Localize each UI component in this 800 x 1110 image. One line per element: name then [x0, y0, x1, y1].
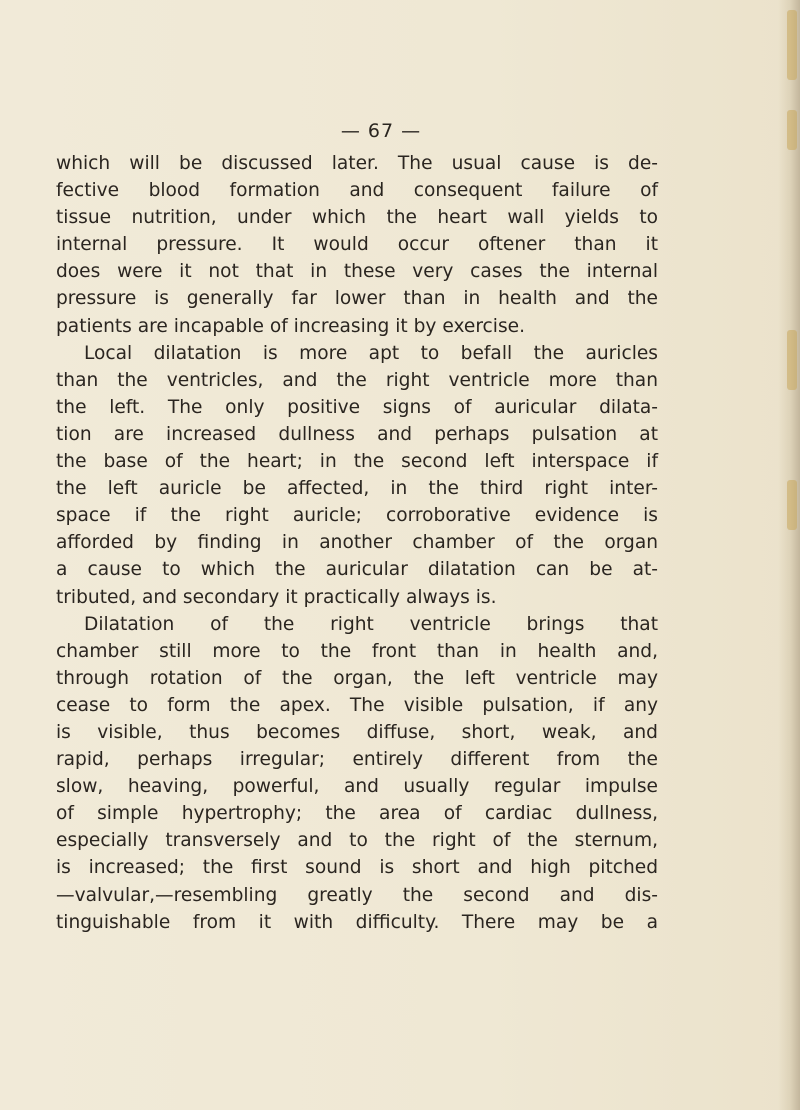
text-line: the base of the heart; in the second left interspace if: [56, 451, 658, 473]
text-line: patients are incapable of increasing it by exercise.: [56, 315, 525, 337]
text-line: than the ventricles, and the right ventricle more than: [56, 369, 658, 391]
edge-stain: [787, 330, 797, 390]
body-text: [56, 150, 658, 936]
text-line: tissue nutrition, under which the heart wall yields to: [56, 207, 658, 229]
text-line: space if the right auricle; corroborative evidence is: [56, 505, 658, 527]
text-line: is increased; the first sound is short and high pitched: [56, 857, 658, 879]
text-line: tributed, and secondary it practically always is.: [56, 586, 497, 608]
text-line: —valvular,—resembling greatly the second and dis-: [56, 884, 658, 906]
text-line: through rotation of the organ, the left ventricle may: [56, 667, 658, 689]
text-line: chamber still more to the front than in health and,: [56, 640, 658, 662]
text-line: does were it not that in these very cases the internal: [56, 261, 658, 283]
text-line: of simple hypertrophy; the area of cardiac dullness,: [56, 803, 658, 825]
text-line: Local dilatation is more apt to befall the auricles: [84, 342, 658, 364]
text-line: tion are increased dullness and perhaps pulsation at: [56, 423, 658, 445]
text-line: slow, heaving, powerful, and usually regular impulse: [56, 776, 658, 798]
text-line: tinguishable from it with difficulty. There may be a: [56, 911, 658, 933]
text-line: Dilatation of the right ventricle brings that: [84, 613, 658, 635]
edge-stain: [787, 110, 797, 150]
edge-stain: [787, 10, 797, 80]
page-number: — 67 —: [340, 120, 422, 142]
text-line: cease to form the apex. The visible pulsation, if any: [56, 694, 658, 716]
page-edge-shadow: [778, 0, 800, 1110]
text-line: pressure is generally far lower than in health and the: [56, 288, 658, 310]
text-line: especially transversely and to the right of the sternum,: [56, 830, 658, 852]
text-line: rapid, perhaps irregular; entirely different from the: [56, 749, 658, 771]
text-line: is visible, thus becomes diffuse, short, weak, and: [56, 721, 658, 743]
text-line: internal pressure. It would occur oftener than it: [56, 234, 658, 256]
text-line: the left auricle be affected, in the third right inter-: [56, 478, 658, 500]
text-line: a cause to which the auricular dilatation can be at-: [56, 559, 658, 581]
text-line: fective blood formation and consequent failure of: [56, 180, 658, 202]
text-line: the left. The only positive signs of auricular dilata-: [56, 396, 658, 418]
edge-stain: [787, 480, 797, 530]
text-line: afforded by finding in another chamber of the organ: [56, 532, 658, 554]
text-line: which will be discussed later. The usual cause is de-: [56, 153, 658, 174]
